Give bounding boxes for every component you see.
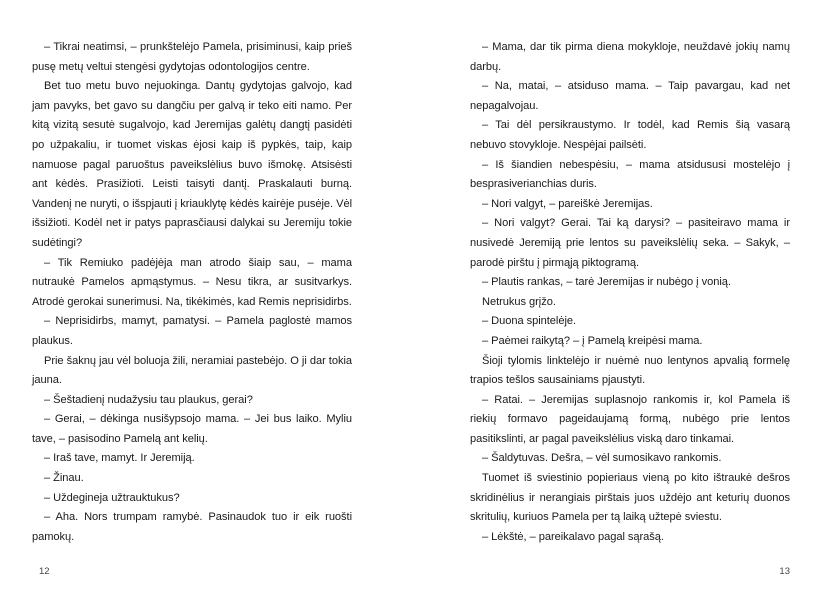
paragraph: – Lėkštė, – pareikalavo pagal sąrašą.: [482, 530, 664, 543]
paragraph: – Nori valgyt? Gerai. Tai ką darysi? – pasiteiravo mama ir nusivedė Jeremiją prie lentos su paveikslėlių seka. – Sakyk, – parodė pirštu į pirmąją piktogramą.: [470, 217, 790, 269]
paragraph: – Uždegineja užtrauktukus?: [44, 491, 180, 504]
paragraph: – Ratai. – Jeremijas suplasnojo rankomis ir, kol Pamela iš riekių formavo pageidaujamą formą, nubėgo prie lentos pasitikslinti, ar pagal paveikslėlius viską daro tinkamai.: [470, 393, 790, 445]
paragraph: – Gerai, – dėkinga nusišypsojo mama. – Jei bus laiko. Myliu tave, – pasisodino Pamelą ant kelių.: [32, 413, 352, 445]
paragraph: Šioji tylomis linktelėjo ir nuėmė nuo lentynos apvalią formelę trapios tešlos sausainiams pjaustyti.: [470, 354, 790, 387]
paragraph: – Nori valgyt, – pareiškė Jeremijas.: [482, 197, 653, 210]
paragraph: – Paėmei raikytą? – į Pamelą kreipėsi mama.: [482, 334, 703, 347]
paragraph: – Mama, dar tik pirma diena mokykloje, neuždavė jokių namų darbų.: [470, 41, 790, 73]
paragraph: – Plautis rankas, – tarė Jeremijas ir nubėgo į vonią.: [482, 276, 731, 289]
paragraph: – Aha. Nors trumpam ramybė. Pasinaudok tuo ir eik ruošti pamokų.: [32, 511, 352, 543]
paragraph: – Iraš tave, mamyt. Ir Jeremiją.: [44, 452, 195, 465]
paragraph: – Žinau.: [44, 472, 84, 485]
right-page-text: [470, 38, 790, 547]
paragraph: – Na, matai, – atsiduso mama. – Taip pavargau, kad net nepagalvojau.: [470, 80, 790, 112]
paragraph: Netrukus grįžo.: [482, 295, 556, 308]
paragraph: – Šaldytuvas. Dešra, – vėl sumosikavo rankomis.: [482, 452, 722, 465]
paragraph: Bet tuo metu buvo nejuokinga. Dantų gydytojas galvojo, kad jam pavyks, bet gavo su dangčiu per galvą ir teko eiti namo. Per kitą vizitą sesutė sugalvojo, kad Jeremijas galėtų dangtį pasidėti po užpakaliu, ir tuomet viskas ėjosi kaip iš pypkės, taip, kaip namuose pagal paruoštus paveikslėlius buvo išmokę. Atsisėsti ant kėdės. Prasižioti. Leisti taisyti dantį. Praskalauti burną. Vandenį ne nuryti, o išspjauti į kriauklytę kėdės kairėje pusėje. Vėl išsižioti. Kodėl net ir patys paprasčiausi dalykai su Jeremiju tokie sudėtingi?: [32, 80, 352, 249]
paragraph: – Tikrai neatimsi, – prunkštelėjo Pamela, prisiminusi, kaip prieš pusę metų veltui stengėsi gydytojas odontologijos centre.: [32, 41, 352, 73]
paragraph: Prie šaknų jau vėl boluoja žili, neramiai pastebėjo. O ji dar tokia jauna.: [32, 354, 352, 387]
page-number-left: 12: [39, 566, 50, 577]
paragraph: – Tai dėl persikraustymo. Ir todėl, kad Remis šią vasarą nebuvo stovykloje. Nespėjai pailsėti.: [470, 119, 790, 151]
paragraph: – Šeštadienį nudažysiu tau plaukus, gerai?: [44, 393, 253, 406]
paragraph: – Duona spintelėje.: [482, 315, 577, 328]
left-page-text: [32, 38, 352, 547]
paragraph: – Tik Remiuko padėjėja man atrodo šiaip sau, – mama nutraukė Pamelos apmąstymus. – Nesu tikra, ar susitvarkys. Atrodė gerokai sunerimusi. Na, tikėkimės, kad Remis neprisidirbs.: [32, 256, 352, 308]
paragraph: Tuomet iš sviestinio popieriaus vieną po kito ištraukė dešros skridinėlius ir nerangiais pirštais juos uždėjo ant keturių duonos skritulių, kuriuos Pamela per tą laiką užtepė sviestu.: [470, 472, 790, 524]
right-page: [411, 0, 822, 609]
paragraph: – Neprisidirbs, mamyt, pamatysi. – Pamela paglostė mamos plaukus.: [32, 315, 352, 347]
paragraph: – Iš šiandien nebespėsiu, – mama atsidususi mostelėjo į besprasiverianchias duris.: [470, 158, 790, 191]
page-number-right: 13: [779, 566, 790, 577]
